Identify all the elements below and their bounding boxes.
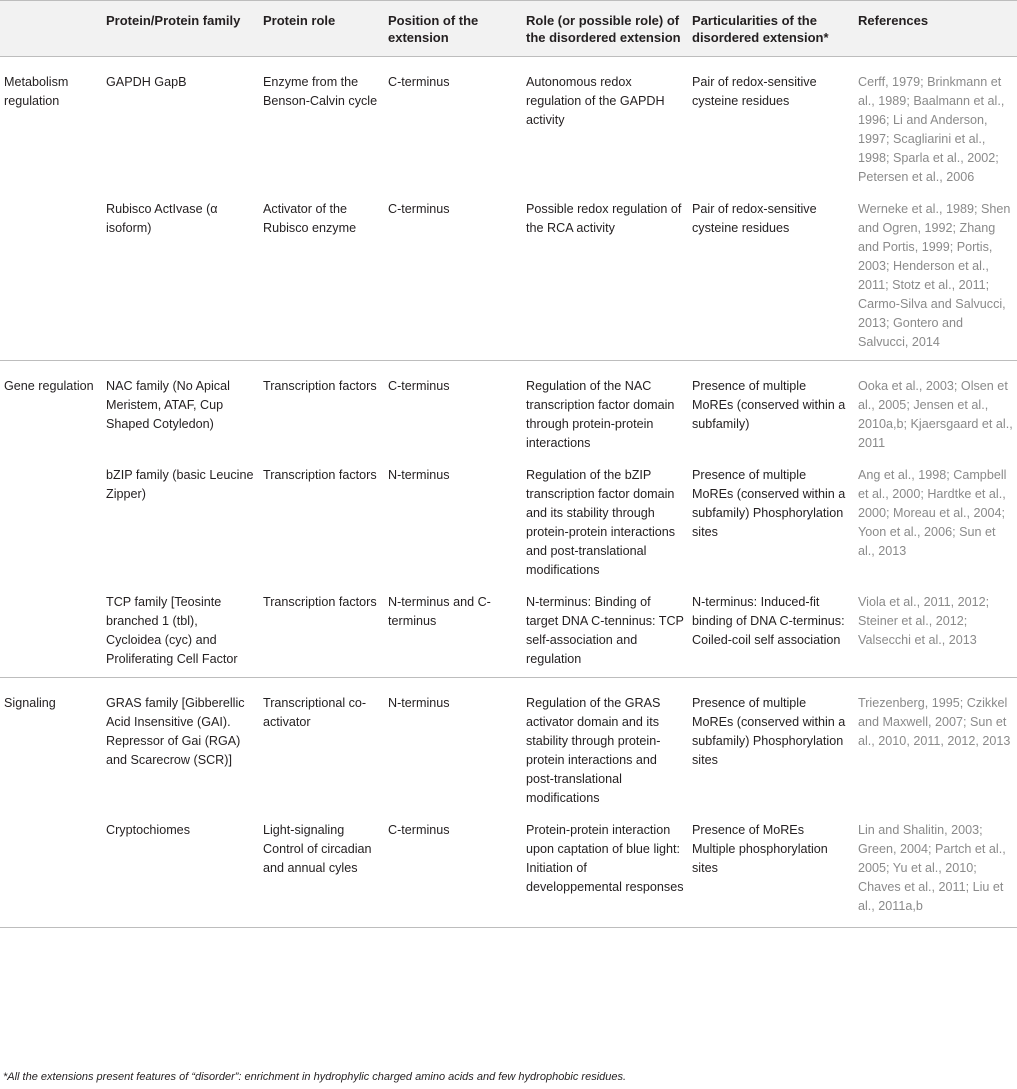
extension-role-cell: Regulation of the GRAS activator domain and its stability through protein-protein interactions and post-translational modifications (526, 696, 661, 805)
header-protein-role: Protein role (259, 1, 384, 57)
protein-cell: Cryptochiomes (102, 816, 259, 928)
table-row (0, 195, 1017, 361)
category-cell: Gene regulation (4, 379, 94, 393)
role-cell: Activator of the Rubisco enzyme (259, 195, 384, 361)
extension-role-cell: Possible redox regulation of the RCA activity (522, 195, 688, 361)
position-cell: C-terminus (388, 75, 450, 89)
protein-cell: NAC family (No Apical Meristem, ATAF, Cup Shaped Cotyledon) (106, 379, 230, 431)
references-cell: Ang et al., 1998; Campbell et al., 2000; Hardtke et al., 2000; Moreau et al., 2004; Yoon et al., 2006; Sun et al., 2013 (858, 468, 1007, 558)
header-row (0, 1, 1017, 57)
position-cell: C-terminus (384, 195, 522, 361)
extension-role-cell: Protein-protein interaction upon captation of blue light: Initiation of developpemental responses (522, 816, 688, 928)
table-row (0, 588, 1017, 678)
header-category (0, 1, 102, 57)
header-references: References (854, 1, 1017, 57)
protein-cell: Rubisco ActIvase (α isoform) (102, 195, 259, 361)
header-particularities: Particularities of the disordered extension* (688, 1, 854, 57)
role-cell: Transcription factors (263, 379, 377, 393)
position-cell: C-terminus (384, 816, 522, 928)
table-row (0, 461, 1017, 588)
extension-role-cell: Autonomous redox regulation of the GAPDH activity (526, 75, 665, 127)
particularities-cell: Presence of multiple MoREs (conserved within a subfamily) Phosphorylation sites (692, 468, 846, 539)
references-cell: Cerff, 1979; Brinkmann et al., 1989; Baalmann et al., 1996; Li and Anderson, 1997; Scagliarini et al., 1998; Sparla et al., 2002; Petersen et al., 2006 (858, 75, 1005, 184)
position-cell: C-terminus (388, 379, 450, 393)
references-cell: Lin and Shalitin, 2003; Green, 2004; Partch et al., 2005; Yu et al., 2010; Chaves et al., 2011; Liu et al., 2011a,b (854, 816, 1017, 928)
particularities-cell: N-terminus: Induced-fit binding of DNA C-terminus: Coiled-coil self association (688, 588, 854, 678)
references-cell: Viola et al., 2011, 2012; Steiner et al., 2012; Valsecchi et al., 2013 (854, 588, 1017, 678)
protein-cell: TCP family [Teosinte branched 1 (tbl), Cycloidea (cyc) and Proliferating Cell Factor (102, 588, 259, 678)
particularities-cell: Presence of multiple MoREs (conserved within a subfamily) (692, 379, 846, 431)
header-position: Position of the extension (384, 1, 522, 57)
role-cell: Light-signaling Control of circadian and annual cyles (259, 816, 384, 928)
references-cell: Ooka et al., 2003; Olsen et al., 2005; Jensen et al., 2010a,b; Kjaersgaard et al., 2011 (858, 379, 1013, 450)
references-cell: Triezenberg, 1995; Czikkel and Maxwell, 2007; Sun et al., 2010, 2011, 2012, 2013 (858, 696, 1011, 748)
role-cell: Transcription factors (259, 588, 384, 678)
category-cell: Metabolism regulation (4, 75, 69, 108)
table-row (0, 57, 1017, 196)
table-row (0, 678, 1017, 817)
header-protein-family: Protein/Protein family (102, 1, 259, 57)
particularities-cell: Presence of MoREs Multiple phosphorylation sites (688, 816, 854, 928)
particularities-cell: Pair of redox-sensitive cysteine residues (688, 195, 854, 361)
category-cell: Signaling (4, 696, 56, 710)
protein-cell: GRAS family [Gibberellic Acid Insensitive (GAI). Repressor of Gai (RGA) and Scarecrow (SCR)] (106, 696, 245, 767)
role-cell: Enzyme from the Benson-Calvin cycle (263, 75, 378, 108)
table-footnote: *All the extensions present features of “disorder”: enrichment in hydrophylic charged amino acids and few hydrophobic residues. (3, 1071, 627, 1083)
extension-role-cell: Regulation of the bZIP transcription factor domain and its stability through protein-protein interactions and post-translational modifications (526, 468, 676, 577)
extension-role-cell: Regulation of the NAC transcription factor domain through protein-protein interactions (526, 379, 675, 450)
references-cell: Werneke et al., 1989; Shen and Ogren, 1992; Zhang and Portis, 1999; Portis, 2003; Henderson et al., 2011; Stotz et al., 2011; Carmo-Silva and Salvucci, 2013; Gontero and Salvucci, 2014 (854, 195, 1017, 361)
position-cell: N-terminus (388, 468, 450, 482)
table-row (0, 816, 1017, 928)
particularities-cell: Presence of multiple MoREs (conserved within a subfamily) Phosphorylation sites (692, 696, 846, 767)
position-cell: N-terminus (388, 696, 450, 710)
role-cell: Transcriptional co-activator (263, 696, 367, 729)
protein-cell: GAPDH GapB (106, 75, 187, 89)
particularities-cell: Pair of redox-sensitive cysteine residues (692, 75, 817, 108)
position-cell: N-terminus and C-terminus (384, 588, 522, 678)
table-row (0, 361, 1017, 462)
extension-role-cell: N-terminus: Binding of target DNA C-tenninus: TCP self-association and regulation (522, 588, 688, 678)
header-extension-role: Role (or possible role) of the disordered extension (522, 1, 688, 57)
role-cell: Transcription factors (263, 468, 377, 482)
protein-cell: bZIP family (basic Leucine Zipper) (106, 468, 254, 501)
